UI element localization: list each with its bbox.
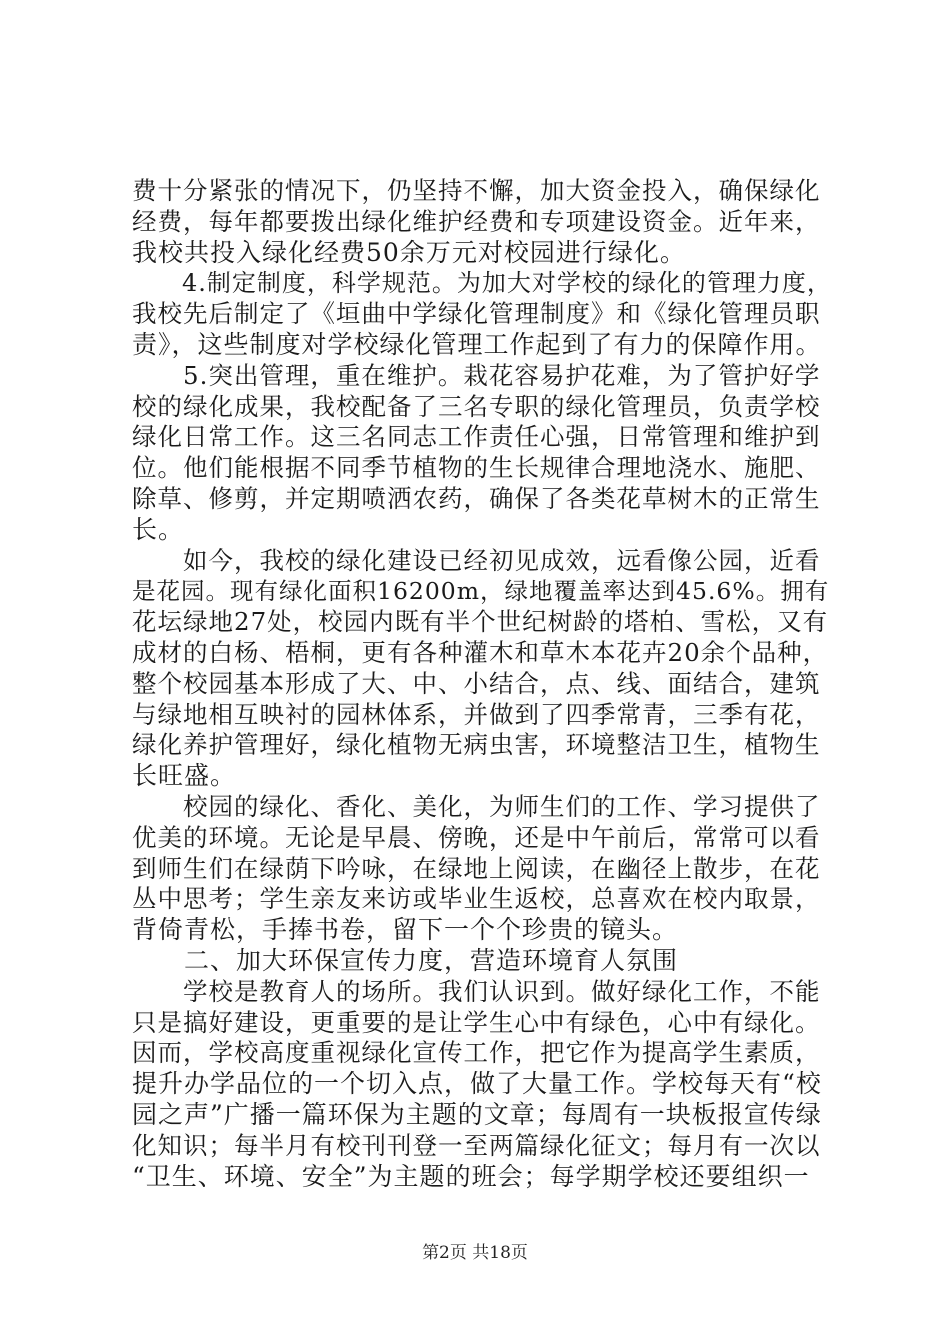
text-line: 化知识；每半月有校刊刊登一至两篇绿化征文；每月有一次以	[132, 1130, 821, 1160]
text-line: 二、加大环保宣传力度，营造环境育人氛围	[132, 945, 679, 975]
text-line: 除草、修剪，并定期喷洒农药，确保了各类花草树木的正常生	[132, 483, 821, 513]
text-line: 因而，学校高度重视绿化宣传工作，把它作为提高学生素质，	[132, 1038, 821, 1068]
text-line: 费十分紧张的情况下，仍坚持不懈，加大资金投入，确保绿化	[132, 176, 821, 205]
text-line: 绿化养护管理好，绿化植物无病虫害，环境整洁卫生，植物生	[132, 730, 821, 760]
text-line: 绿化日常工作。这三名同志工作责任心强，日常管理和维护到	[132, 422, 821, 452]
text-line: “卫生、环境、安全”为主题的班会；每学期学校还要组织一	[132, 1161, 810, 1191]
text-line: 我校共投入绿化经费50余万元对校园进行绿化。	[132, 237, 686, 267]
text-line: 花坛绿地27处，校园内既有半个世纪树龄的塔柏、雪松，又有	[132, 607, 829, 637]
text-line: 4.制定制度，科学规范。为加大对学校的绿化的管理力度，	[132, 269, 832, 298]
text-line: 丛中思考；学生亲友来访或毕业生返校，总喜欢在校内取景，	[132, 884, 821, 914]
text-line: 责》，这些制度对学校绿化管理工作起到了有力的保障作用。	[132, 329, 822, 359]
page-footer: 第2页 共18页	[422, 1243, 528, 1263]
text-line: 优美的环境。无论是早晨、傍晚，还是中午前后，常常可以看	[132, 822, 821, 852]
text-line: 经费，每年都要拨出绿化维护经费和专项建设资金。近年来，	[132, 206, 821, 236]
text-line: 校园的绿化、香化、美化，为师生们的工作、学习提供了	[132, 791, 821, 821]
text-line: 如今，我校的绿化建设已经初见成效，远看像公园，近看	[132, 545, 821, 575]
text-line: 长。	[132, 514, 185, 544]
text-line: 到师生们在绿荫下吟咏，在绿地上阅读，在幽径上散步，在花	[132, 853, 821, 883]
body-text	[132, 176, 832, 1192]
text-line: 成材的白杨、梧桐，更有各种灌木和草木本花卉20余个品种，	[132, 637, 829, 667]
text-line: 我校先后制定了《垣曲中学绿化管理制度》和《绿化管理员职	[132, 299, 821, 329]
text-line: 位。他们能根据不同季节植物的生长规律合理地浇水、施肥、	[132, 453, 821, 483]
text-line: 校的绿化成果，我校配备了三名专职的绿化管理员，负责学校	[132, 391, 821, 421]
text-line: 背倚青松，手捧书卷，留下一个个珍贵的镜头。	[132, 915, 679, 945]
text-line: 提升办学品位的一个切入点，做了大量工作。学校每天有“校	[132, 1069, 822, 1099]
text-line: 是花园。现有绿化面积16200m，绿地覆盖率达到45.6%。拥有	[132, 577, 830, 606]
text-line: 学校是教育人的场所。我们认识到。做好绿化工作，不能	[132, 976, 821, 1006]
text-line: 长旺盛。	[132, 761, 237, 791]
text-line: 园之声”广播一篇环保为主题的文章；每周有一块板报宣传绿	[132, 1099, 822, 1129]
text-line: 5.突出管理，重在维护。栽花容易护花难，为了管护好学	[132, 360, 821, 390]
text-line: 只是搞好建设，更重要的是让学生心中有绿色，心中有绿化。	[132, 1007, 821, 1037]
text-line: 整个校园基本形成了大、中、小结合，点、线、面结合，建筑	[132, 668, 821, 698]
text-line: 与绿地相互映衬的园林体系，并做到了四季常青，三季有花，	[132, 699, 821, 729]
